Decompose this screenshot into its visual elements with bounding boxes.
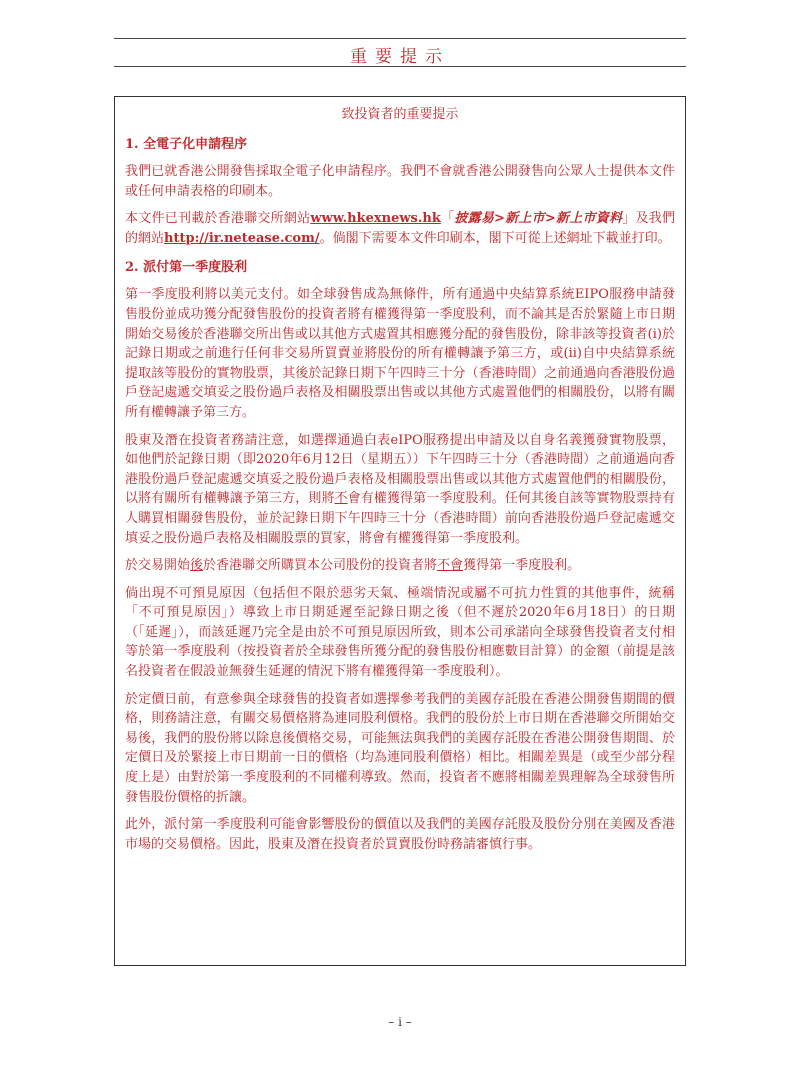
underlined-text: 不會 <box>437 558 464 574</box>
page-header-title: 重要提示 <box>350 47 450 67</box>
section-2-paragraph-2 <box>125 431 675 549</box>
text-segment: 本文件已刊載於香港聯交所網站 <box>125 211 311 227</box>
underlined-text: 後 <box>190 558 204 574</box>
text-segment: 獲得第一季度股利。 <box>463 558 581 574</box>
section-2-paragraph-5: 於定價日前，有意參與全球發售的投資者如選擇參考我們的美國存託股在香港公開發售期間的價格，則務請注意，有關交易價格將為連同股利價格。我們的股份於上市日期在香港聯交所開始交易後，我們的股份將以除息後價格交易，可能無法與我們的美國存託股在香港公開發售期間、於定價日及於緊接上市日期前一日的價格（均為連同股利價格）相比。相關差異是（或至少部分程度上是）由對於第一季度股利的不同權利導致。然而，投資者不應將相關差異理解為全球發售所發售股份價格的折讓。 <box>125 691 675 805</box>
section-1-paragraph-1: 我們已就香港公開發售採取全電子化申請程序。我們不會就香港公開發售向公眾人士提供本文件或任何申請表格的印刷本。 <box>125 164 675 199</box>
section-1-paragraph-2 <box>125 209 675 248</box>
section-2-paragraph-6: 此外，派付第一季度股利可能會影響股份的價值以及我們的美國存託股及股份分別在美國及香港市場的交易價格。因此，股東及潛在投資者於買賣股份時務請審慎行事。 <box>125 817 675 852</box>
important-notice-box <box>114 96 686 966</box>
hkexnews-link[interactable]: www.hkexnews.hk <box>310 211 441 227</box>
netease-ir-link[interactable]: http://ir.netease.com/ <box>164 230 320 246</box>
section-2-heading: 2. 派付第一季度股利 <box>125 260 248 276</box>
section-1-heading: 1. 全電子化申請程序 <box>125 137 248 152</box>
section-2-paragraph-4: 倘出現不可預見原因（包括但不限於惡劣天氣、極端情況或屬不可抗力性質的其他事件，統稱「不可預見原因」）導致上市日期延遲至記錄日期之後（但不遲於2020年6月18日）的日期（「延遲」），而該延遲乃完全是由於不可預見原因所致，則本公司承諾向全球發售投資者支付相等於第一季度股利（按投資者於全球發售所獲分配的發售股份相應數目計算）的金額（前提是該名投資者在假設並無發生延遲的情況下將有權獲得第一季度股利）。 <box>125 585 675 680</box>
text-segment: 會有權獲得第一季度股利。任何其後自該等實物股票持有人購買相關發售股份，並於記錄日期下午四時三十分（香港時間）前向香港股份過戶登記處遞交填妥之股份過戶表格及相關股票的買家，將會有權獲得第一季度股利。 <box>125 491 675 546</box>
notice-title: 致投資者的重要提示 <box>341 107 459 122</box>
header-rule-bottom <box>114 66 686 67</box>
section-2-paragraph-3 <box>125 556 675 576</box>
text-segment: 於交易開始 <box>125 558 191 574</box>
text-segment: 「 <box>440 211 455 227</box>
page-number: – i – <box>388 1015 412 1029</box>
text-segment: 」及我們的網站 <box>125 211 675 246</box>
text-segment: 。倘閣下需要本文件印刷本，閣下可從上述網址下載並打印。 <box>319 230 671 246</box>
text-segment: 股東及潛在投資者務請注意，如選擇通過白表eIPO服務提出申請及以自身名義獲發實物股票，如他們於記錄日期（即2020年6月12日（星期五））下午四時三十分（香港時間）之前通過向香港股份過戶登記處遞交填妥之股份過戶表格及相關股票出售或以其他方式處置他們的相關股份，以將有關所有權轉讓予第三方，則將 <box>125 432 675 507</box>
header-rule-top <box>114 38 686 39</box>
text-segment: 於香港聯交所購買本公司股份的投資者將 <box>203 558 438 574</box>
hkexnews-path: 披露易>新上市>新上市資料 <box>454 211 623 227</box>
section-2-paragraph-1: 第一季度股利將以美元支付。如全球發售成為無條件，所有通過中央結算系統EIPO服務申請發售股份並成功獲分配發售股份的投資者將有權獲得第一季度股利，而不論其是否於緊隨上市日期開始交易後於香港聯交所出售或以其他方式處置其相應獲分配的發售股份，除非該等投資者(i)於記錄日期或之前進行任何非交易所買賣並將股份的所有權轉讓予第三方，或(ii)自中央結算系統提取該等股份的實物股票，其後於記錄日期下午四時三十分（香港時間）之前通過向香港股份過戶登記處遞交填妥之股份過戶表格及相關股票出售或以其他方式處置他們的相關股份，以將有關所有權轉讓予第三方。 <box>125 287 675 420</box>
underlined-text: 不 <box>334 491 348 507</box>
